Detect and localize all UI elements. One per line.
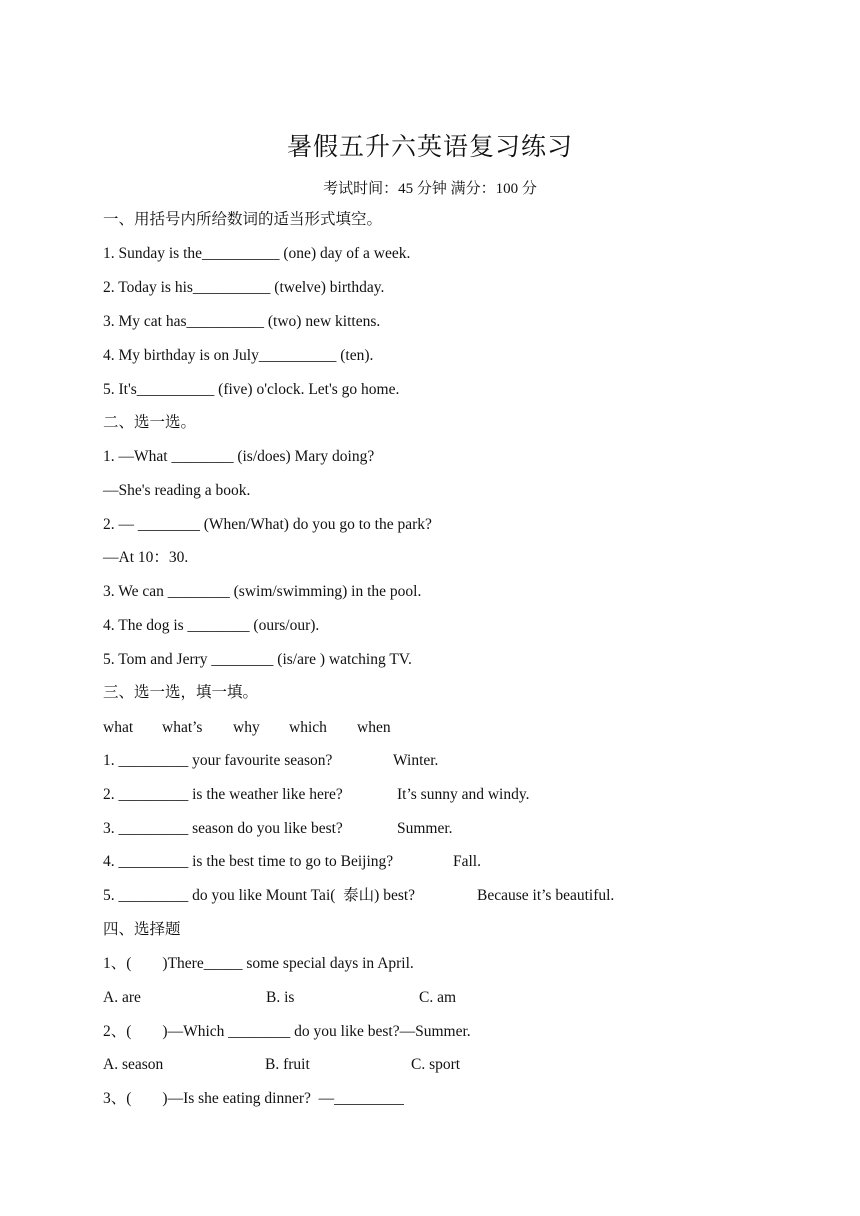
section2-item: 5. Tom and Jerry ________ (is/are ) watching TV.: [103, 651, 412, 668]
section3-answer: Summer.: [397, 820, 453, 837]
section2-heading: 二、选一选。: [103, 414, 197, 431]
section3-question: 3. _________ season do you like best?: [103, 820, 343, 837]
section1-heading: 一、用括号内所给数词的适当形式填空。: [103, 211, 383, 228]
word-bank-item: what: [103, 719, 134, 736]
option: C. sport: [411, 1056, 461, 1073]
option: B. is: [266, 989, 295, 1006]
section3-question: 1. _________ your favourite season?: [103, 752, 333, 769]
section3-question: 2. _________ is the weather like here?: [103, 786, 343, 803]
word-bank-item: why: [233, 719, 260, 736]
page-title: 暑假五升六英语复习练习: [286, 134, 573, 161]
section4-question: 2、( )—Which ________ do you like best?—Summer.: [103, 1023, 471, 1040]
section1-item: 2. Today is his__________ (twelve) birthday.: [103, 279, 385, 296]
section3-answer: It’s sunny and windy.: [397, 786, 530, 803]
section2-item: —She's reading a book.: [103, 482, 251, 499]
word-bank-item: which: [289, 719, 327, 736]
section4-question: 3、( )—Is she eating dinner? —_________: [103, 1090, 404, 1107]
section1-item: 1. Sunday is the__________ (one) day of a week.: [103, 245, 411, 262]
section2-item: 2. — ________ (When/What) do you go to the park?: [103, 516, 432, 533]
section1-item: 3. My cat has__________ (two) new kittens.: [103, 313, 381, 330]
section1-item: 5. It's__________ (five) o'clock. Let's go home.: [103, 381, 400, 398]
option: B. fruit: [265, 1056, 310, 1073]
section3-answer: Fall.: [453, 853, 481, 870]
section3-question: 5. _________ do you like Mount Tai( 泰山) best?: [103, 887, 416, 904]
section1-item: 4. My birthday is on July__________ (ten).: [103, 347, 374, 364]
option: C. am: [419, 989, 457, 1006]
word-bank-item: what’s: [162, 719, 203, 736]
section2-item: 4. The dog is ________ (ours/our).: [103, 617, 320, 634]
section3-answer: Winter.: [393, 752, 439, 769]
section4-question: 1、( )There_____ some special days in April.: [103, 955, 414, 972]
section2-item: 3. We can ________ (swim/swimming) in the pool.: [103, 583, 422, 600]
section2-item: —At 10：30.: [103, 549, 189, 566]
section3-heading: 三、选一选，填一填。: [103, 684, 259, 701]
option: A. are: [103, 989, 141, 1006]
word-bank-item: when: [357, 719, 391, 736]
section3-answer: Because it’s beautiful.: [477, 887, 615, 904]
option: A. season: [103, 1056, 164, 1073]
section2-item: 1. —What ________ (is/does) Mary doing?: [103, 448, 375, 465]
section3-question: 4. _________ is the best time to go to Beijing?: [103, 853, 394, 870]
exam-info: 考试时间：45 分钟 满分：100 分: [323, 181, 537, 197]
section4-heading: 四、选择题: [103, 921, 181, 938]
